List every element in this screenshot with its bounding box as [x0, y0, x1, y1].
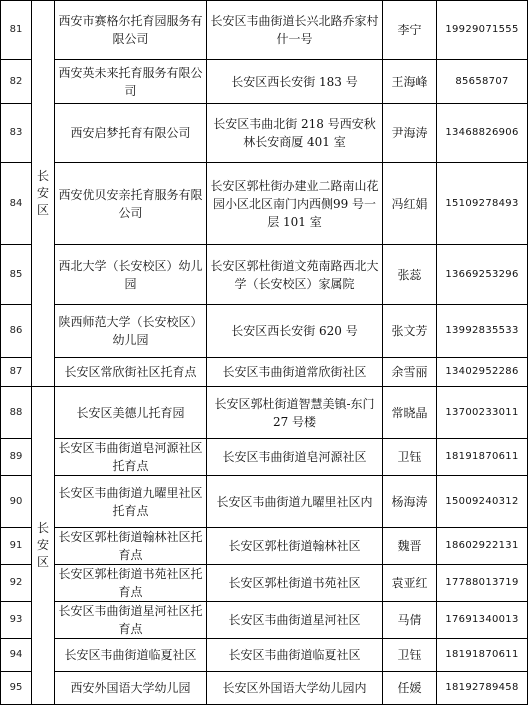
- institution-address: 长安区西长安街 620 号: [207, 305, 383, 358]
- contact-person: 张蕊: [383, 245, 437, 305]
- contact-phone: 17691340013: [437, 602, 528, 639]
- contact-phone: 18192789458: [437, 672, 528, 705]
- institution-address: 长安区郭杜街道智慧美镇-东门 27 号楼: [207, 387, 383, 439]
- institution-name: 西北大学（长安校区）幼儿园: [55, 245, 207, 305]
- row-number: 91: [1, 528, 32, 565]
- contact-phone: 13468826906: [437, 104, 528, 163]
- institution-address: 长安区韦曲街道皂河源社区: [207, 439, 383, 476]
- row-number: 88: [1, 387, 32, 439]
- district-cell: [32, 387, 55, 705]
- contact-person: 张文芳: [383, 305, 437, 358]
- contact-person: 卫钰: [383, 439, 437, 476]
- contact-phone: 13700233011: [437, 387, 528, 439]
- row-number: 86: [1, 305, 32, 358]
- contact-person: 袁亚红: [383, 565, 437, 602]
- contact-phone: 18602922131: [437, 528, 528, 565]
- table-row: [1, 245, 528, 305]
- institution-name: 长安区美德儿托育园: [55, 387, 207, 439]
- table-row: [1, 60, 528, 104]
- contact-phone: 19929071555: [437, 1, 528, 60]
- contact-phone: 13992835533: [437, 305, 528, 358]
- institution-address: 长安区韦曲街道临夏社区: [207, 639, 383, 672]
- table-row: [1, 528, 528, 565]
- contact-person: 任媛: [383, 672, 437, 705]
- contact-phone: 17788013719: [437, 565, 528, 602]
- institution-address: 长安区韦曲街道星河社区: [207, 602, 383, 639]
- table-row: [1, 639, 528, 672]
- row-number: 82: [1, 60, 32, 104]
- table-row: [1, 1, 528, 60]
- contact-person: 杨海涛: [383, 476, 437, 528]
- table-row: [1, 565, 528, 602]
- institution-name: 长安区韦曲街道皂河源社区托育点: [55, 439, 207, 476]
- institution-name: 长安区韦曲街道临夏社区: [55, 639, 207, 672]
- table-row: [1, 387, 528, 439]
- contact-phone: 18191870611: [437, 439, 528, 476]
- institution-name: 长安区郭杜街道翰林社区托育点: [55, 528, 207, 565]
- contact-phone: 85658707: [437, 60, 528, 104]
- contact-person: 马倩: [383, 602, 437, 639]
- contact-phone: 15109278493: [437, 163, 528, 245]
- district-label: 长安区: [36, 521, 49, 569]
- institution-address: 长安区韦曲北街 218 号西安秋林长安商厦 401 室: [207, 104, 383, 163]
- institution-name: 长安区常欣街社区托育点: [55, 358, 207, 387]
- institution-name: 长安区郭杜街道书苑社区托育点: [55, 565, 207, 602]
- row-number: 94: [1, 639, 32, 672]
- institution-address: 长安区外国语大学幼儿园内: [207, 672, 383, 705]
- table-row: [1, 439, 528, 476]
- table-row: [1, 163, 528, 245]
- institution-address: 长安区郭杜街道书苑社区: [207, 565, 383, 602]
- contact-phone: 15009240312: [437, 476, 528, 528]
- contact-person: 冯红娟: [383, 163, 437, 245]
- row-number: 81: [1, 1, 32, 60]
- table-row: [1, 358, 528, 387]
- row-number: 93: [1, 602, 32, 639]
- institution-address: 长安区郭杜街办建业二路南山花园小区北区南门内西侧99 号一层 101 室: [207, 163, 383, 245]
- institution-address: 长安区韦曲街道长兴北路乔家村什一号: [207, 1, 383, 60]
- row-number: 83: [1, 104, 32, 163]
- contact-phone: 18191870611: [437, 639, 528, 672]
- district-label: 长安区: [36, 169, 49, 217]
- institution-address: 长安区郭杜街道翰林社区: [207, 528, 383, 565]
- table-row: [1, 104, 528, 163]
- contact-person: 王海峰: [383, 60, 437, 104]
- contact-person: 魏晋: [383, 528, 437, 565]
- row-number: 92: [1, 565, 32, 602]
- row-number: 95: [1, 672, 32, 705]
- contact-phone: 13669253296: [437, 245, 528, 305]
- contact-person: 尹海涛: [383, 104, 437, 163]
- contact-person: 卫钰: [383, 639, 437, 672]
- row-number: 89: [1, 439, 32, 476]
- contact-person: 李宁: [383, 1, 437, 60]
- table-row: [1, 602, 528, 639]
- institution-address: 长安区韦曲街道常欣街社区: [207, 358, 383, 387]
- institution-name: 西安启梦托育有限公司: [55, 104, 207, 163]
- institution-name: 陕西师范大学（长安校区）幼儿园: [55, 305, 207, 358]
- institution-name: 西安市赛格尔托育园服务有限公司: [55, 1, 207, 60]
- contact-person: 余雪丽: [383, 358, 437, 387]
- table-row: [1, 305, 528, 358]
- district-cell: [32, 1, 55, 387]
- row-number: 84: [1, 163, 32, 245]
- contact-phone: 13402952286: [437, 358, 528, 387]
- row-number: 85: [1, 245, 32, 305]
- institution-name: 西安优贝安亲托育服务有限公司: [55, 163, 207, 245]
- row-number: 87: [1, 358, 32, 387]
- institution-address: 长安区韦曲街道九曜里社区内: [207, 476, 383, 528]
- table-row: [1, 672, 528, 705]
- row-number: 90: [1, 476, 32, 528]
- institution-name: 长安区韦曲街道星河社区托育点: [55, 602, 207, 639]
- contact-person: 常晓晶: [383, 387, 437, 439]
- institution-name: 西安外国语大学幼儿园: [55, 672, 207, 705]
- institution-address: 长安区郭杜街道文苑南路西北大学（长安校区）家属院: [207, 245, 383, 305]
- table-row: [1, 476, 528, 528]
- institution-name: 长安区韦曲街道九曜里社区托育点: [55, 476, 207, 528]
- institution-name: 西安英未来托育服务有限公司: [55, 60, 207, 104]
- institution-address: 长安区西长安街 183 号: [207, 60, 383, 104]
